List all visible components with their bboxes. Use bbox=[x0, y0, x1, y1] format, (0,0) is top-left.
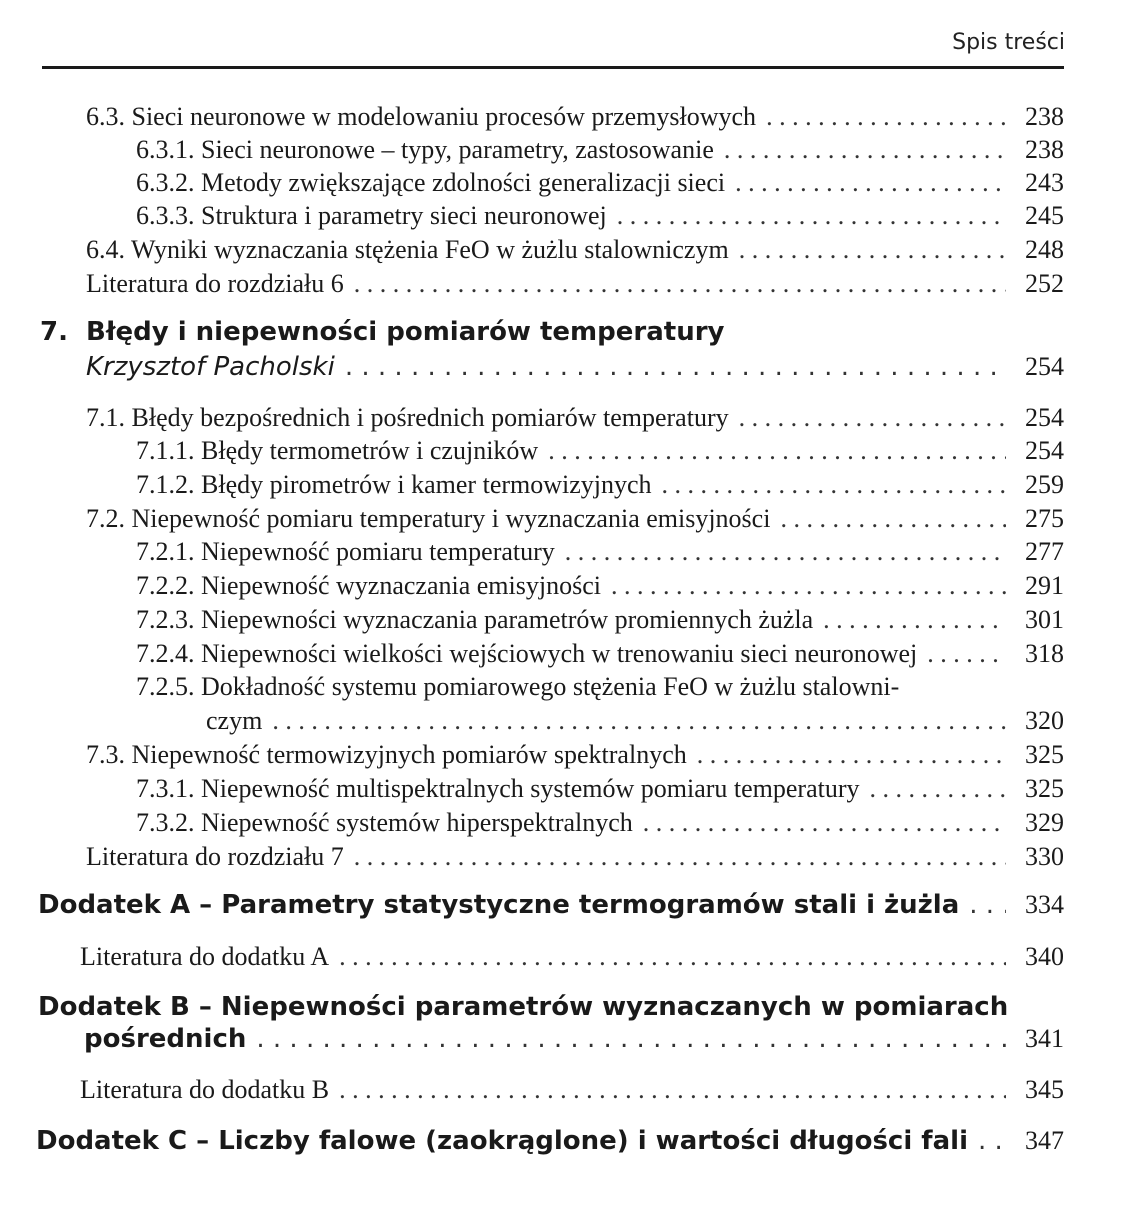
toc-entry-7-3-1[interactable]: 7.3.1. Niepewność multispektralnych systemów pomiaru temperatury . . . 325 bbox=[136, 772, 1064, 806]
toc-appendix-b[interactable]: pośrednich . . . 341 bbox=[84, 1022, 1064, 1056]
toc-entry-7-3-2[interactable]: 7.3.2. Niepewność systemów hiperspektralnych . . . 329 bbox=[136, 806, 1064, 840]
toc-appendix-a[interactable]: Dodatek A – Parametry statystyczne termogramów stali i żużla . . . 334 bbox=[38, 888, 1064, 922]
toc-entry-7-3[interactable]: 7.3. Niepewność termowizyjnych pomiarów spektralnych . . . 325 bbox=[86, 738, 1064, 772]
toc-appendix-b-line-1[interactable]: Dodatek B – Niepewności parametrów wyznaczanych w pomiarach bbox=[38, 992, 1009, 1022]
toc-entry-7-2-5[interactable]: czym . . . 320 bbox=[206, 704, 1064, 738]
toc-entry-7-1-1[interactable]: 7.1.1. Błędy termometrów i czujników . . . 254 bbox=[136, 434, 1064, 468]
toc-entry-7-2-4[interactable]: 7.2.4. Niepewności wielkości wejściowych w trenowaniu sieci neuronowej . . . 318 bbox=[136, 637, 1064, 671]
toc-entry-7-1[interactable]: 7.1. Błędy bezpośrednich i pośrednich pomiarów temperatury . . . 254 bbox=[86, 401, 1064, 435]
toc-entry-7-2-1[interactable]: 7.2.1. Niepewność pomiaru temperatury . . . 277 bbox=[136, 535, 1064, 569]
toc-entry-7-2[interactable]: 7.2. Niepewność pomiaru temperatury i wyznaczania emisyjności . . . 275 bbox=[86, 502, 1064, 536]
toc-entry-7-2-3[interactable]: 7.2.3. Niepewności wyznaczania parametrów promiennych żużla . . . 301 bbox=[136, 603, 1064, 637]
header-rule bbox=[42, 66, 1064, 69]
toc-entry-literatura-6[interactable]: Literatura do rozdziału 6 . . . 252 bbox=[86, 267, 1064, 301]
toc-entry-literatura-b[interactable]: Literatura do dodatku B . . . 345 bbox=[80, 1073, 1064, 1107]
toc-entry-6-3[interactable]: 6.3. Sieci neuronowe w modelowaniu procesów przemysłowych . . . 238 bbox=[86, 100, 1064, 134]
toc-entry-6-3-3[interactable]: 6.3.3. Struktura i parametry sieci neuronowej . . . 245 bbox=[136, 199, 1064, 233]
toc-entry-6-3-1[interactable]: 6.3.1. Sieci neuronowe – typy, parametry, zastosowanie . . . 238 bbox=[136, 133, 1064, 167]
toc-entry-7-1-2[interactable]: 7.1.2. Błędy pirometrów i kamer termowizyjnych . . . 259 bbox=[136, 468, 1064, 502]
toc-entry-literatura-7[interactable]: Literatura do rozdziału 7 . . . 330 bbox=[86, 840, 1064, 874]
chapter-7-title[interactable]: 7. Błędy i niepewności pomiarów temperatury bbox=[40, 317, 725, 347]
toc-entry-literatura-a[interactable]: Literatura do dodatku A . . . 340 bbox=[80, 940, 1064, 974]
toc-entry-7-2-5-line-1[interactable]: 7.2.5. Dokładność systemu pomiarowego stężenia FeO w żużlu stalowni- bbox=[136, 672, 900, 701]
chapter-7-author-line[interactable]: Krzysztof Pacholski . . . 254 bbox=[86, 350, 1064, 384]
toc-entry-6-4[interactable]: 6.4. Wyniki wyznaczania stężenia FeO w żużlu stalowniczym . . . 248 bbox=[86, 233, 1064, 267]
toc-entry-7-2-2[interactable]: 7.2.2. Niepewność wyznaczania emisyjności . . . 291 bbox=[136, 569, 1064, 603]
toc-appendix-c[interactable]: Dodatek C – Liczby falowe (zaokrąglone) i wartości długości fali . . . 347 bbox=[36, 1124, 1064, 1158]
toc-entry-6-3-2[interactable]: 6.3.2. Metody zwiększające zdolności generalizacji sieci . . . 243 bbox=[136, 166, 1064, 200]
running-header: Spis treści bbox=[952, 30, 1065, 55]
